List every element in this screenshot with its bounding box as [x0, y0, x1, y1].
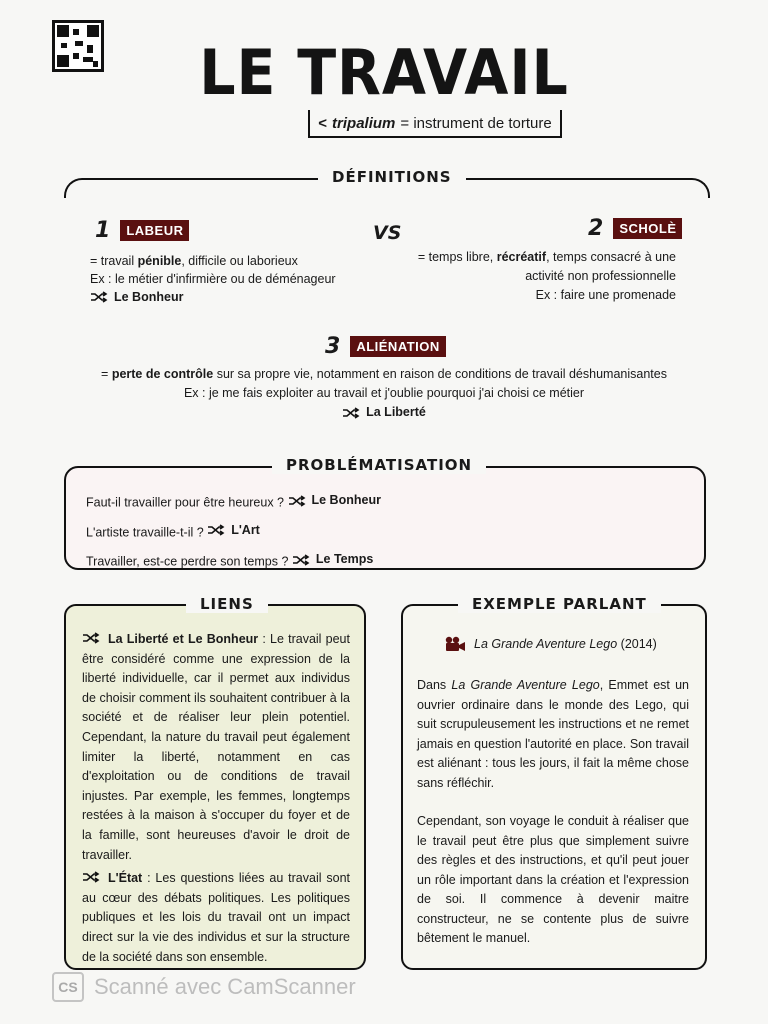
definition-2-tag: SCHOLÈ: [613, 218, 682, 239]
definition-2-heading: [588, 216, 682, 241]
film-year: (2014): [620, 637, 657, 651]
definition-3-line-1: = perte de contrôle sur sa propre vie, notamment en raison de conditions de travail déshumanisantes: [101, 367, 667, 381]
exemple-text: [417, 676, 689, 949]
liens-paragraph-1: La Liberté et Le Bonheur : Le travail peut être considéré comme une expression de la liberté individuelle, car il permet aux individus de choisir comment ils souhaitent contribuer à la société et de réaliser leur plein potentiel. Cependant, la nature du travail peut également limiter la liberté, notamment en cas d'exploitation ou de conditions de travail injustes. Par exemple, les femmes, longtemps restées à la maison à s'occuper du foyer et de la famille, sont heureuses d'avoir le droit de travailler.: [82, 632, 350, 862]
shuffle-icon: [207, 524, 225, 536]
definition-1-tag: LABEUR: [120, 220, 189, 241]
liens-heading: LIENS: [186, 595, 268, 613]
definition-1-link: Le Bonheur: [90, 288, 183, 306]
camscanner-watermark: [52, 972, 356, 1002]
definition-2-line-1: = temps libre, récréatif, temps consacré à une: [417, 250, 676, 264]
definition-2-example: Ex : faire une promenade: [535, 288, 676, 302]
definition-3-example: Ex : je me fais exploiter au travail et j'oublie pourquoi j'ai choisi ce métier: [183, 386, 585, 400]
etymology-meaning: = instrument de torture: [400, 114, 552, 132]
definition-1-heading: [95, 218, 189, 243]
exemple-heading: EXEMPLE PARLANT: [458, 595, 661, 613]
definition-1-body: [90, 252, 336, 308]
film-camera-icon: [444, 636, 466, 652]
liens-text: [82, 630, 350, 967]
definition-3-number: 3: [325, 334, 341, 359]
etymology-box: [308, 110, 562, 138]
problematisation-list: [86, 487, 381, 576]
versus-label: VS: [373, 222, 402, 244]
definition-2-line-2: activité non professionnelle: [525, 269, 676, 283]
definition-1-line-1: = travail pénible, difficile ou laborieux: [90, 254, 298, 268]
list-item: Faut-il travailler pour être heureux ? Le Bonheur: [86, 493, 381, 510]
watermark-text: Scanné avec CamScanner: [94, 974, 356, 999]
etymology-prefix: <: [318, 114, 328, 132]
shuffle-icon: [82, 632, 100, 644]
definitions-heading: DÉFINITIONS: [318, 168, 466, 186]
problematisation-heading: PROBLÉMATISATION: [272, 456, 486, 474]
liens-paragraph-2: L'État : Les questions liées au travail sont au cœur des débats politiques. Les politiques publiques et les lois du travail ont un impact direct sur la vie des individus et sur la structure de la société dans son ensemble.: [82, 871, 350, 964]
definition-1-number: 1: [95, 218, 111, 243]
exemple-paragraph-2: Cependant, son voyage le conduit à réaliser que le travail peut être plus que simplement suivre des règles et des instructions, et qu'il peut jouer un rôle important dans la création et l'expression de soi. Il commence à devenir maitre constructeur, ne se contente plus de suivre bêtement le manuel.: [417, 814, 689, 945]
shuffle-icon: [292, 554, 310, 566]
definition-2-number: 2: [588, 216, 604, 241]
list-item: Travailler, est-ce perdre son temps ? Le Temps: [86, 552, 374, 569]
page-title: LE TRAVAIL: [199, 36, 569, 109]
shuffle-icon: [342, 407, 360, 419]
definition-3-link: La Liberté: [342, 403, 426, 422]
list-item: L'artiste travaille-t-il ? L'Art: [86, 522, 260, 539]
etymology-latin: tripalium: [332, 114, 396, 132]
definition-3-body: [0, 365, 768, 425]
exemple-paragraph-1: Dans La Grande Aventure Lego, Emmet est un ouvrier ordinaire dans le monde des Lego, qui suit scrupuleusement les instructions et ne remet jamais en question l'autorité en place. Son travail est aliénant : tous les jours, il fait la même chose sans réfléchir.: [417, 678, 689, 790]
definition-1-example: Ex : le métier d'infirmière ou de déménageur: [90, 272, 336, 286]
shuffle-icon: [288, 495, 306, 507]
shuffle-icon: [90, 291, 108, 303]
film-title: La Grande Aventure Lego: [474, 637, 618, 651]
definition-3-heading: [325, 334, 446, 359]
film-reference: [444, 636, 657, 652]
shuffle-icon: [82, 871, 100, 883]
definition-2-body: [376, 248, 676, 305]
definition-3-tag: ALIÉNATION: [350, 336, 445, 357]
camscanner-logo: CS: [52, 972, 84, 1002]
